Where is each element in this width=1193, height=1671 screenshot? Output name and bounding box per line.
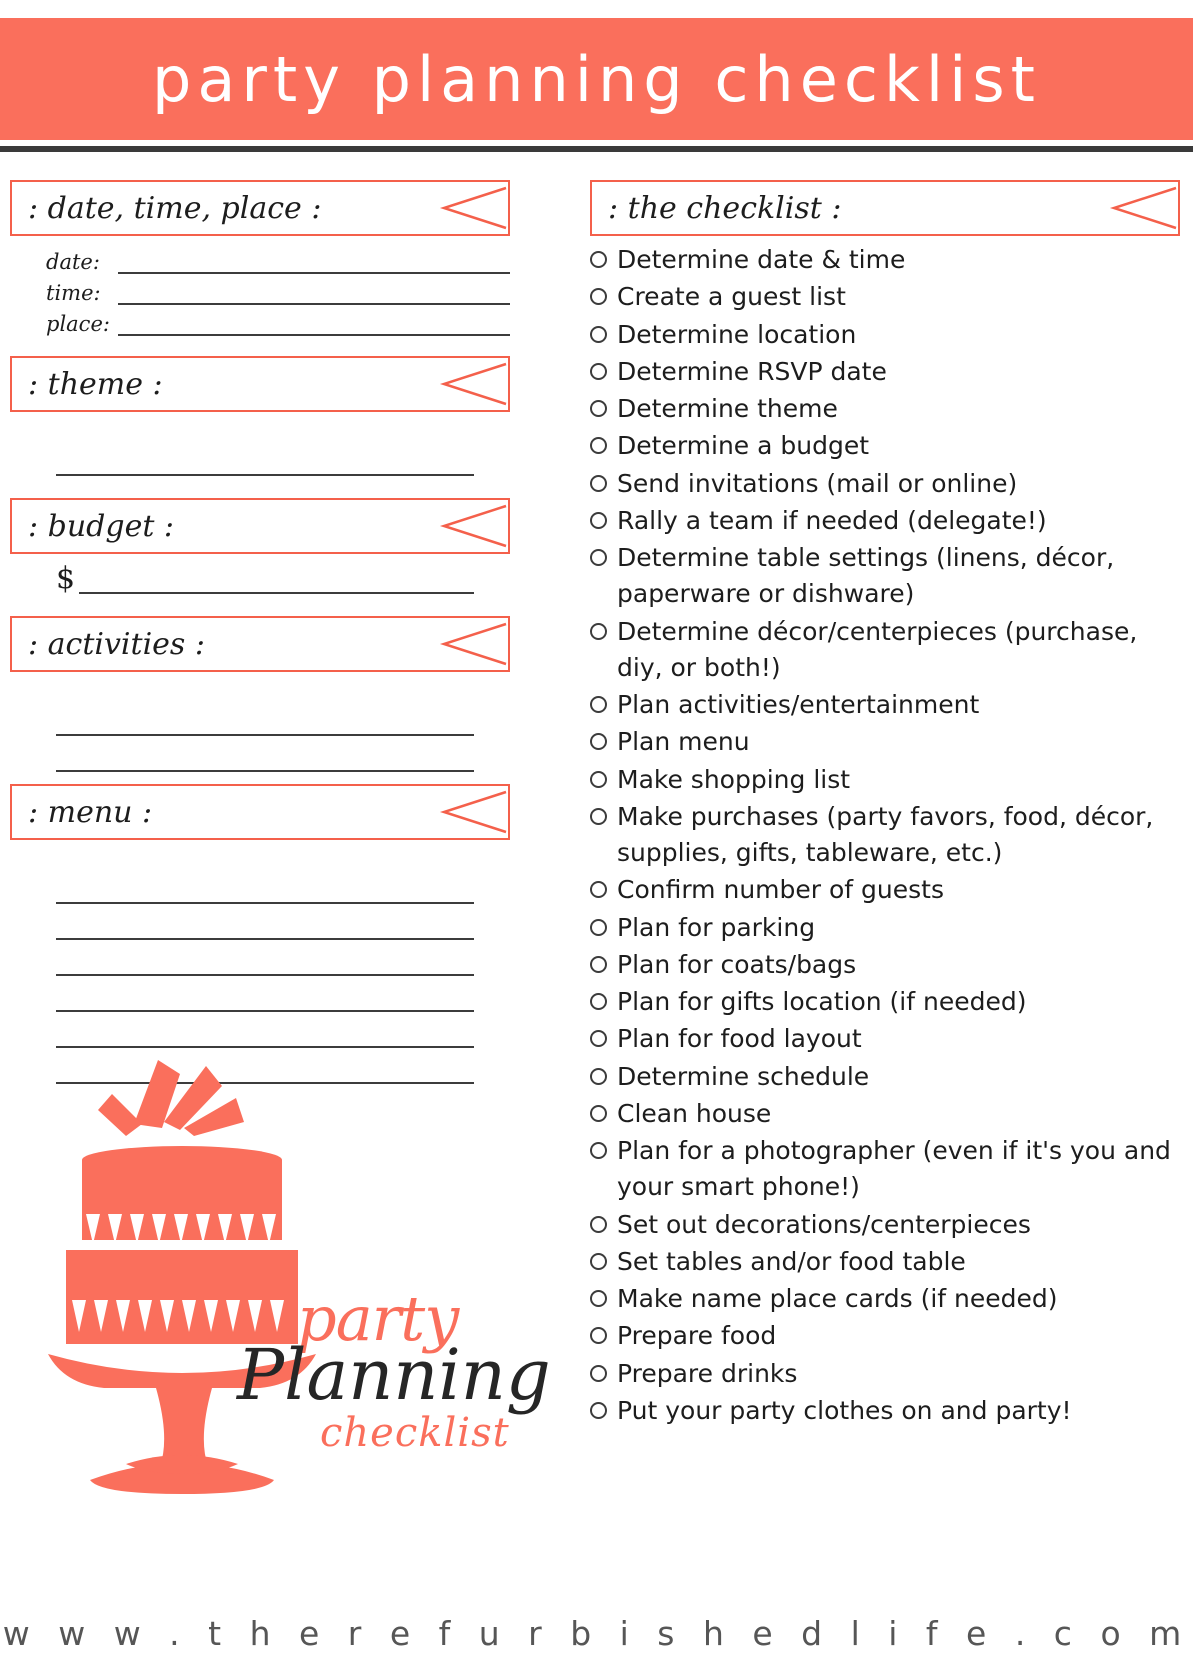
checklist-item-label: Prepare food (617, 1321, 777, 1351)
page-header-banner (0, 18, 1193, 140)
ribbon-notch-icon (418, 786, 508, 838)
checkbox-circle-icon[interactable] (590, 1327, 607, 1344)
checkbox-circle-icon[interactable] (590, 512, 607, 529)
checklist-item-label: Plan for a photographer (even if it's you and your smart phone!) (617, 1136, 1171, 1202)
checklist-item[interactable] (590, 984, 1180, 1020)
section-header-menu (10, 784, 510, 840)
brand-logo (225, 1282, 551, 1472)
checkbox-circle-icon[interactable] (590, 1290, 607, 1307)
field-label: time: (46, 281, 101, 305)
checkbox-circle-icon[interactable] (590, 400, 607, 417)
checklist-item[interactable] (590, 1393, 1180, 1429)
checklist-item-label: Set out decorations/centerpieces (617, 1209, 1031, 1239)
checkbox-circle-icon[interactable] (590, 1402, 607, 1419)
activities-writeline[interactable] (56, 736, 474, 772)
section-title: : the checklist : (608, 190, 842, 226)
checklist-item-label: Determine date & time (617, 245, 906, 274)
budget-amount-field[interactable] (56, 561, 474, 596)
ribbon-notch-icon (418, 618, 508, 670)
checkbox-circle-icon[interactable] (590, 919, 607, 936)
checkbox-circle-icon[interactable] (590, 363, 607, 380)
menu-writeline[interactable] (56, 868, 474, 904)
section-header-activities (10, 616, 510, 672)
checklist-item-label: Determine décor/centerpieces (purchase, diy, or both!) (617, 616, 1138, 682)
checkbox-circle-icon[interactable] (590, 1030, 607, 1047)
checklist-item[interactable] (590, 1059, 1180, 1095)
checklist-item-label: Plan for parking (617, 912, 816, 942)
logo-line-planning: Planning (237, 1334, 551, 1416)
ribbon-notch-icon (418, 182, 508, 234)
checkbox-circle-icon[interactable] (590, 549, 607, 566)
checkbox-circle-icon[interactable] (590, 1365, 607, 1382)
checklist-item[interactable] (590, 872, 1180, 908)
menu-writeline[interactable] (56, 940, 474, 976)
checkbox-circle-icon[interactable] (590, 956, 607, 973)
checklist-item-label: Make name place cards (if needed) (617, 1284, 1058, 1313)
date-time-place-fields (46, 250, 510, 336)
checkbox-circle-icon[interactable] (590, 1216, 607, 1233)
checkbox-circle-icon[interactable] (590, 326, 607, 343)
checklist-item[interactable] (590, 1096, 1180, 1132)
checklist-item[interactable] (590, 354, 1180, 390)
checklist-item-label: Rally a team if needed (delegate!) (617, 505, 1047, 535)
checkbox-circle-icon[interactable] (590, 1068, 607, 1085)
checklist-item[interactable] (590, 762, 1180, 798)
section-header-checklist (590, 180, 1180, 236)
checklist-item-label: Put your party clothes on and party! (617, 1395, 1072, 1425)
ribbon-notch-icon (418, 500, 508, 552)
left-column (10, 180, 510, 1084)
checkbox-circle-icon[interactable] (590, 771, 607, 788)
checklist-item-label: Create a guest list (617, 282, 846, 312)
checklist-item[interactable] (590, 1021, 1180, 1057)
checkbox-circle-icon[interactable] (590, 881, 607, 898)
section-title: : theme : (28, 366, 163, 402)
checkbox-circle-icon[interactable] (590, 623, 607, 640)
theme-writeline[interactable] (56, 440, 474, 476)
section-title: : date, time, place : (28, 190, 322, 226)
footer-website-url: w w w . t h e r e f u r b i s h e d l i f e . c o m (2, 1614, 1191, 1653)
checklist-item-label: Send invitations (mail or online) (617, 468, 1018, 498)
worksheet-body (0, 152, 1193, 1671)
checklist-item-label: Determine theme (617, 394, 838, 423)
checklist-item[interactable] (590, 1207, 1180, 1243)
checkbox-circle-icon[interactable] (590, 437, 607, 454)
section-title: : budget : (28, 508, 175, 544)
checklist-item[interactable] (590, 428, 1180, 464)
section-title: : menu : (28, 794, 153, 830)
checklist-item[interactable] (590, 466, 1180, 502)
checkbox-circle-icon[interactable] (590, 475, 607, 492)
section-header-theme (10, 356, 510, 412)
checkbox-circle-icon[interactable] (590, 808, 607, 825)
field-time[interactable] (46, 281, 510, 305)
checklist-item-label: Prepare drinks (617, 1358, 798, 1388)
field-place[interactable] (46, 312, 510, 336)
checkbox-circle-icon[interactable] (590, 1105, 607, 1122)
checklist-item[interactable] (590, 1356, 1180, 1392)
field-date[interactable] (46, 250, 510, 274)
checklist-item[interactable] (590, 242, 1180, 278)
checklist-item-label: Confirm number of guests (617, 875, 944, 905)
checklist-item[interactable] (590, 1318, 1180, 1354)
checklist-item-label: Determine a budget (617, 431, 870, 461)
section-header-date-time-place (10, 180, 510, 236)
ribbon-notch-icon (1088, 182, 1178, 234)
checklist-item[interactable] (590, 317, 1180, 353)
checkbox-circle-icon[interactable] (590, 251, 607, 268)
ribbon-notch-icon (418, 358, 508, 410)
field-writeline[interactable] (118, 314, 510, 336)
checkbox-circle-icon[interactable] (590, 1142, 607, 1159)
checklist-item[interactable] (590, 687, 1180, 723)
checklist-item[interactable] (590, 910, 1180, 946)
checkbox-circle-icon[interactable] (590, 1253, 607, 1270)
checklist-item-label: Set tables and/or food table (617, 1246, 966, 1276)
checkbox-circle-icon[interactable] (590, 288, 607, 305)
checklist-item[interactable] (590, 279, 1180, 315)
checklist-item[interactable] (590, 1244, 1180, 1280)
field-writeline[interactable] (118, 252, 510, 274)
menu-writeline[interactable] (56, 904, 474, 940)
checklist-item-label: Make purchases (party favors, food, décor, supplies, gifts, tableware, etc.) (617, 801, 1154, 867)
checklist-item-label: Determine table settings (linens, décor, paperware or dishware) (617, 543, 1115, 609)
checklist-item[interactable] (590, 724, 1180, 760)
checklist-item-label: Determine RSVP date (617, 356, 887, 386)
checklist-item-label: Determine schedule (617, 1061, 870, 1091)
activities-writeline[interactable] (56, 700, 474, 736)
checklist-items (590, 242, 1180, 1429)
field-writeline[interactable] (118, 283, 510, 305)
right-column (590, 180, 1180, 1430)
currency-symbol: $ (56, 561, 76, 596)
logo-line-party: party (297, 1282, 459, 1355)
page-title: party planning checklist (152, 42, 1041, 116)
field-label: date: (46, 250, 100, 274)
checklist-item[interactable] (590, 614, 1180, 687)
field-label: place: (46, 312, 110, 336)
checklist-item-label: Plan menu (617, 727, 750, 757)
checkbox-circle-icon[interactable] (590, 696, 607, 713)
checklist-item[interactable] (590, 947, 1180, 983)
checklist-item-label: Plan activities/entertainment (617, 690, 980, 719)
checklist-item-label: Make shopping list (617, 764, 851, 794)
checklist-item-label: Determine location (617, 319, 857, 349)
logo-line-checklist: checklist (320, 1410, 510, 1456)
checklist-item[interactable] (590, 503, 1180, 539)
checklist-item[interactable] (590, 799, 1180, 872)
checklist-item[interactable] (590, 540, 1180, 613)
checklist-item[interactable] (590, 391, 1180, 427)
menu-writeline[interactable] (56, 976, 474, 1012)
checkbox-circle-icon[interactable] (590, 993, 607, 1010)
checklist-item-label: Clean house (617, 1098, 772, 1128)
checkbox-circle-icon[interactable] (590, 733, 607, 750)
checklist-item[interactable] (590, 1281, 1180, 1317)
checklist-item-label: Plan for coats/bags (617, 949, 857, 979)
section-title: : activities : (28, 626, 205, 662)
checklist-item[interactable] (590, 1133, 1180, 1206)
section-header-budget (10, 498, 510, 554)
budget-writeline[interactable] (79, 566, 474, 594)
checklist-item-label: Plan for food layout (617, 1024, 862, 1054)
checklist-item-label: Plan for gifts location (if needed) (617, 987, 1027, 1016)
